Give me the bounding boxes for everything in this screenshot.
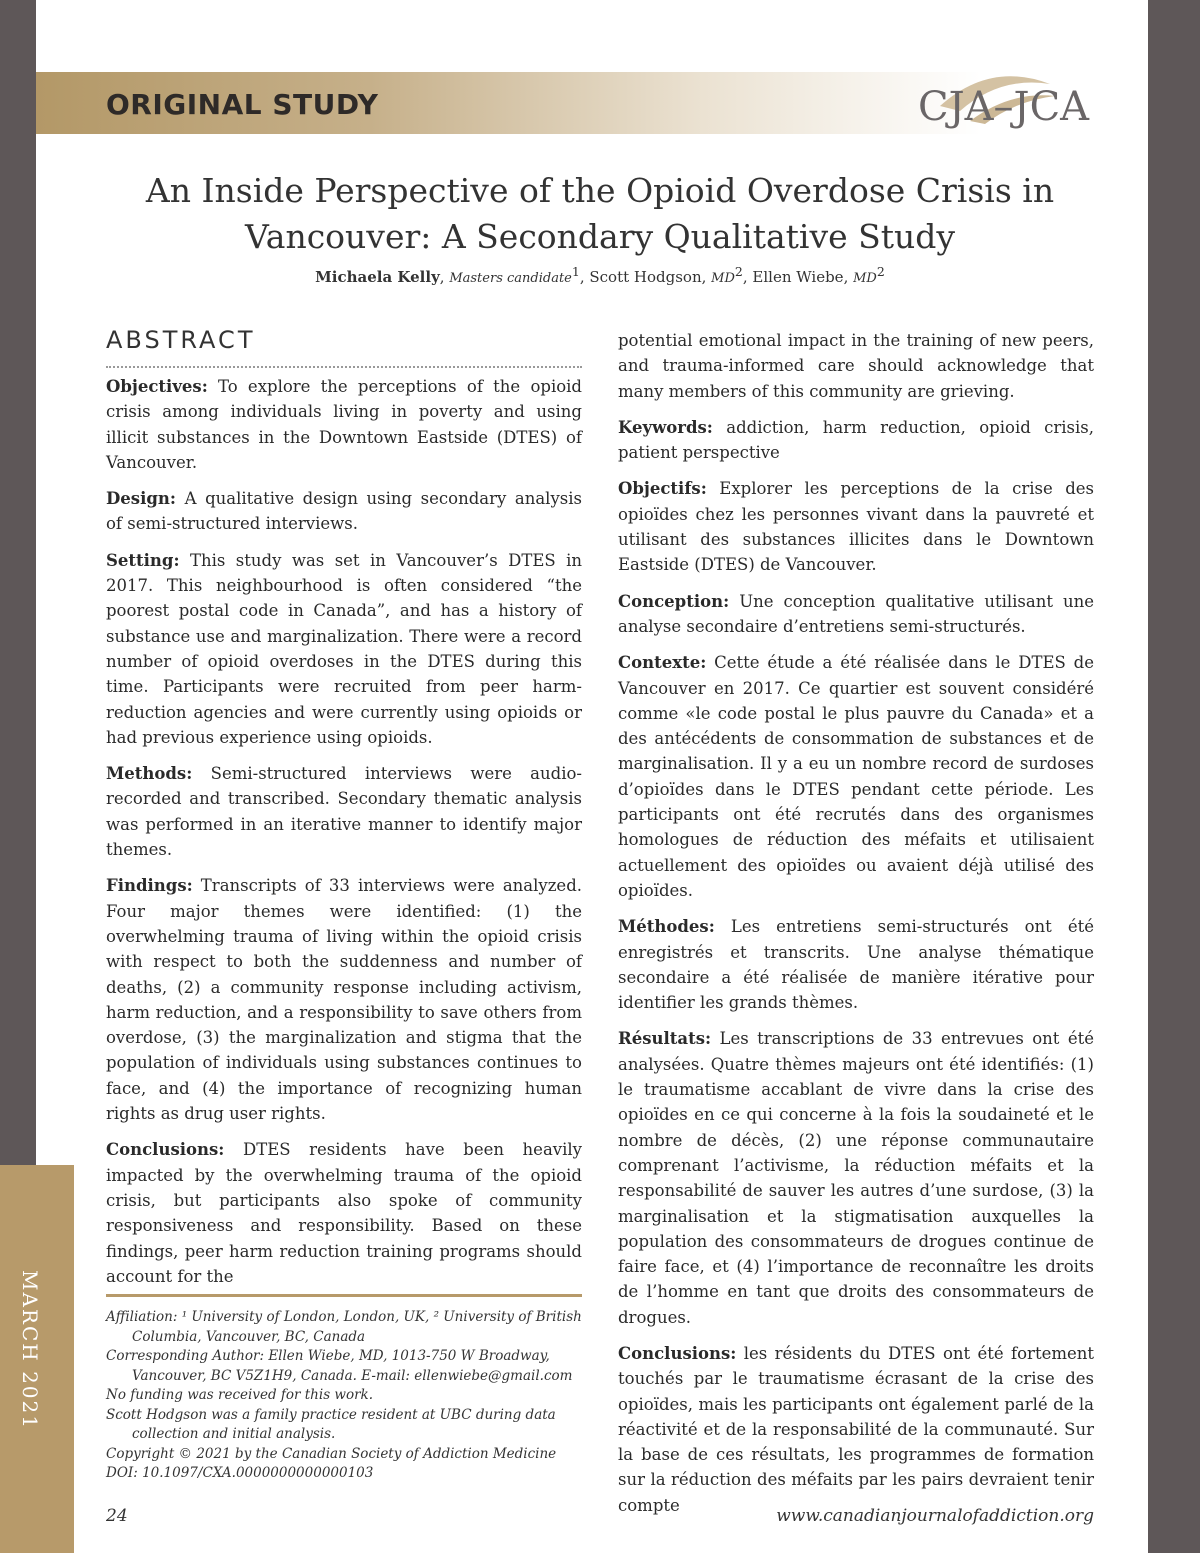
design-label: Design: xyxy=(106,489,176,509)
page-number: 24 xyxy=(106,1506,128,1526)
abstract-keywords xyxy=(618,415,1094,466)
author-1-role: Masters candidate xyxy=(449,271,572,286)
abstract-conclusions xyxy=(106,1137,582,1289)
right-margin-bar xyxy=(1148,0,1200,1553)
setting-label: Setting: xyxy=(106,550,180,570)
copyright: Copyright © 2021 by the Canadian Society of Addiction Medicine xyxy=(106,1445,557,1462)
resume-contexte xyxy=(618,650,1094,903)
title-line-1: An Inside Perspective of the Opioid Overdose Crisis in xyxy=(145,171,1055,210)
author-2-affiliation: 2 xyxy=(734,264,743,279)
resume-conclusions-text: les résidents du DTES ont été fortement touchés par le traumatisme écrasant de la crise des opioïdes, mais les participants ont également parlé de la réactivité et de la responsabilité de la communauté. Sur la base de ces résultats, les programmes de formation sur la réduction des méfaits par les pairs devraient tenir compte xyxy=(618,1343,1095,1515)
conclusions-label: Conclusions: xyxy=(106,1140,225,1160)
findings-text: Transcripts of 33 interviews were analyzed. Four major themes were identified: (1) the overwhelming trauma of living within the opioid crisis with respect to both the suddenness and number of deaths, (2) a community response including activism, harm reduction, and a responsibility to save others from overdose, (3) the marginalization and stigma that the population of individuals using substances continues to face, and (4) the importance of recognizing human rights as drug user rights. xyxy=(106,876,582,1124)
abstract-left-column xyxy=(106,374,582,1300)
author-1: Michaela Kelly xyxy=(315,268,440,286)
objectives-text: To explore the perceptions of the opioid crisis among individuals living in poverty and using illicit substances in the Downtown Eastside (DTES) of Vancouver. xyxy=(106,377,582,472)
author-2-role: MD xyxy=(711,271,735,286)
abstract-setting xyxy=(106,548,582,750)
affiliation: Affiliation: ¹ University of London, London, UK, ² University of British Columbia, Vancouver, BC, Canada xyxy=(106,1309,582,1345)
corresponding-author: Corresponding Author: Ellen Wiebe, MD, 1013-750 W Broadway, Vancouver, BC V5Z1H9, Canada. E-mail: ellenwiebe@gmail.com xyxy=(106,1348,573,1384)
objectifs-label: Objectifs: xyxy=(618,479,707,499)
contexte-text: Cette étude a été réalisée dans le DTES de Vancouver en 2017. Ce quartier est souvent considéré comme «le code postal le plus pauvre du Canada» et a des antécédents de consommation de substances et de marginalisation. Il y a eu un nombre record de surdoses d’opioïdes dans le DTES pendant cette période. Les participants ont été recrutés dans des organismes homologues de réduction des méfaits et utilisaient actuellement des opioïdes ou avaient déjà utilisé des opioïdes. xyxy=(618,653,1094,900)
resume-objectifs xyxy=(618,476,1094,577)
abstract-findings xyxy=(106,873,582,1126)
resume-methodes xyxy=(618,914,1094,1015)
keywords-text: addiction, harm reduction, opioid crisis, patient perspective xyxy=(618,417,1094,463)
author-note: Scott Hodgson was a family practice resident at UBC during data collection and initial analysis. xyxy=(106,1406,556,1442)
conclusions-continued: potential emotional impact in the training of new peers, and trauma-informed care should acknowledge that many members of this community are grieving. xyxy=(618,331,1094,401)
section-tag: ORIGINAL STUDY xyxy=(106,88,379,121)
author-3: Ellen Wiebe xyxy=(752,268,844,286)
methodes-label: Méthodes: xyxy=(618,917,715,937)
objectives-label: Objectives: xyxy=(106,377,208,396)
resume-conception xyxy=(618,589,1094,640)
abstract-right-column xyxy=(618,328,1094,1529)
issue-date: MARCH 2021 xyxy=(18,1270,42,1430)
objectifs-text: Explorer les perceptions de la crise des opioïdes chez les personnes vivant dans la pauvreté et utilisant des substances illicites dans le Downtown Eastside (DTES) de Vancouver. xyxy=(618,479,1095,575)
author-2: Scott Hodgson xyxy=(589,268,702,286)
conception-label: Conception: xyxy=(618,591,730,611)
methods-text: Semi-structured interviews were audio-recorded and transcribed. Secondary thematic analysis was performed in an iterative manner to identify major themes. xyxy=(106,764,582,860)
methods-label: Methods: xyxy=(106,764,193,784)
title-line-2: Vancouver: A Secondary Qualitative Study xyxy=(244,217,956,256)
abstract-heading: ABSTRACT xyxy=(106,326,256,354)
abstract-design xyxy=(106,486,582,537)
affiliation-rule xyxy=(106,1294,582,1297)
methodes-text: Les entretiens semi-structurés ont été enregistrés et transcrits. Une analyse thématique secondaire a été réalisée de manière itérative pour identifier les grands thèmes. xyxy=(618,917,1095,1013)
resume-conclusions-label: Conclusions: xyxy=(618,1343,737,1363)
keywords-label: Keywords: xyxy=(618,417,713,437)
abstract-methods xyxy=(106,761,582,862)
funding-note: No funding was received for this work. xyxy=(106,1387,374,1403)
article-title xyxy=(80,168,1120,260)
abstract-objectives xyxy=(106,374,582,475)
findings-label: Findings: xyxy=(106,876,193,896)
affiliation-block xyxy=(106,1308,582,1484)
conception-text: Une conception qualitative utilisant une analyse secondaire d’entretiens semi-structurés. xyxy=(618,591,1095,636)
author-3-role: MD xyxy=(853,271,877,286)
author-list: Michaela Kelly, Masters candidate$^1$, Scott Hodgson, $MD^2$, Ellen Wiebe, $MD^2$ xyxy=(315,264,885,286)
resultats-label: Résultats: xyxy=(618,1029,712,1049)
resume-conclusions xyxy=(618,1341,1094,1518)
setting-text: This study was set in Vancouver’s DTES in 2017. This neighbourhood is often considered “the poorest postal code in Canada”, and has a history of substance use and marginalization. There were a record number of opioid overdoses in the DTES during this time. Participants were recruited from peer harm-reduction agencies and were currently using opioids or had previous experience using opioids. xyxy=(106,550,583,747)
design-text: A qualitative design using secondary analysis of semi-structured interviews. xyxy=(106,489,582,534)
journal-logo: CJA–JCA xyxy=(918,84,1090,130)
resume-resultats xyxy=(618,1026,1094,1330)
conclusions-text: DTES residents have been heavily impacted by the overwhelming trauma of the opioid crisis, but participants also spoke of community responsiveness and responsibility. Based on these findings, peer harm reduction training programs should account for the xyxy=(106,1140,582,1286)
author-1-affiliation: 1 xyxy=(571,264,580,279)
author-3-affiliation: 2 xyxy=(876,264,885,279)
abstract-divider xyxy=(106,366,582,368)
doi: DOI: 10.1097/CXA.0000000000000103 xyxy=(106,1465,374,1481)
contexte-label: Contexte: xyxy=(618,653,707,673)
resultats-text: Les transcriptions de 33 entrevues ont été analysées. Quatre thèmes majeurs ont été identifiés: (1) le traumatisme accablant de vivre dans la crise des opioïdes en ce qui concerne à la fois la soudaineté et le nombre de décès, (2) une réponse communautaire comprenant l’activisme, la réduction méfaits et la responsabilité de sauver les autres d’une surdose, (3) la marginalisation et la stigmatisation auxquelles la population des consommateurs de drogues continue de faire face, et (4) l’importance de reconnaître les droits de l’homme en tant que droits des consommateurs de drogues. xyxy=(618,1029,1094,1327)
journal-url[interactable]: www.canadianjournalofaddiction.org xyxy=(776,1506,1094,1526)
